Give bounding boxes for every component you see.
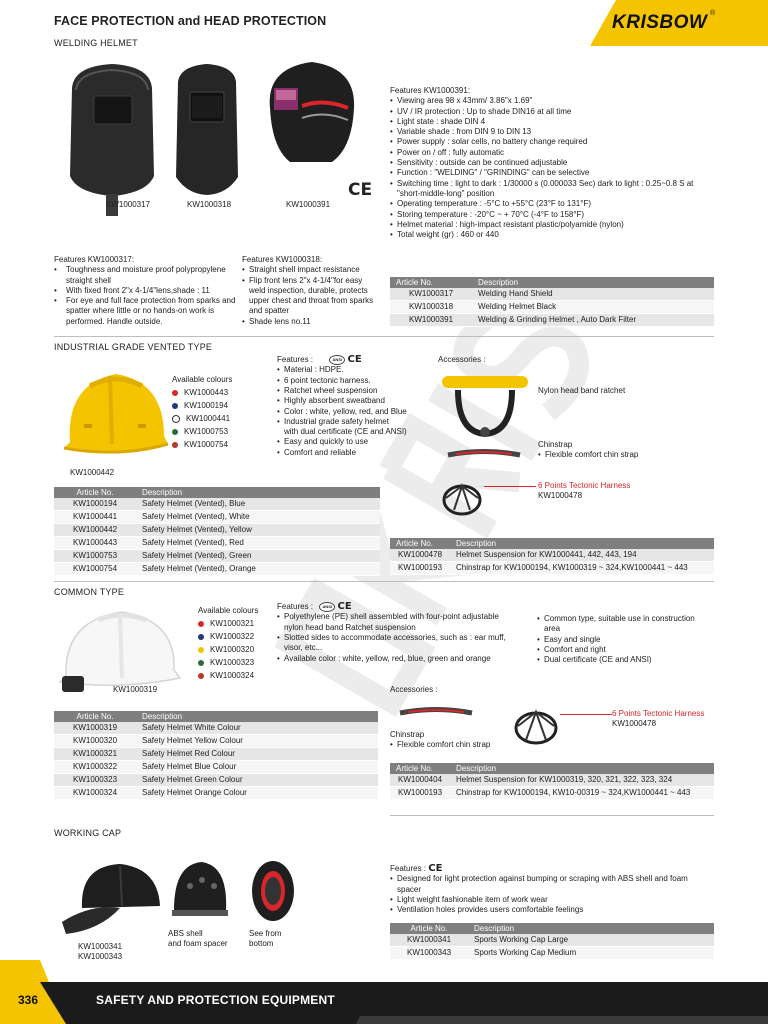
table-row [390, 787, 714, 800]
table-header: Article No. [390, 763, 450, 774]
table-row [390, 562, 714, 575]
feature-item: • Power on / off : fully automatic [390, 148, 730, 158]
table-cell: KW1000193 [390, 787, 450, 800]
feature-item: • Sensitivity : outside can be continued adjustable [390, 158, 730, 168]
harness-image [440, 480, 484, 518]
auto-dark-helmet-icon [262, 58, 360, 168]
section-common-type: COMMON TYPE [54, 587, 125, 597]
common-colours [198, 604, 258, 682]
table-cell: Welding Hand Shield [472, 288, 714, 301]
section-vented-type: INDUSTRIAL GRADE VENTED TYPE [54, 342, 213, 352]
section-working-cap: WORKING CAP [54, 828, 122, 838]
table-row [390, 549, 714, 562]
table-cell: KW1000194 [54, 498, 136, 511]
product-label-kw1000319: KW1000319 [113, 685, 158, 694]
abs-shell-caption [168, 929, 228, 949]
table-row [390, 947, 714, 960]
brand-registered-mark: ® [710, 10, 716, 17]
feature-item: • Available color : white, yellow, red, blue, green and orange [277, 654, 527, 664]
welding-helmet-black-icon [172, 62, 242, 197]
colour-swatch [198, 634, 204, 640]
table-cell: KW1000319 [54, 722, 136, 735]
feature-item: • Designed for light protection against bumping or scraping with ABS shell and foam [390, 874, 720, 884]
harness-icon [512, 706, 560, 746]
table-cell: KW1000323 [54, 774, 136, 787]
colour-swatch [172, 403, 178, 409]
cap-bottom-image [248, 856, 298, 926]
footer-shape [0, 960, 768, 1024]
common-features [277, 602, 527, 664]
table-row [54, 537, 380, 550]
chinstrap-icon [396, 704, 476, 722]
table-header: Description [136, 487, 380, 498]
table-cell: Safety Helmet (Vented), Green [136, 550, 380, 563]
feature-item: • UV / IR protection : Up to shade DIN16 at all time [390, 107, 730, 117]
table-cell: KW1000317 [390, 288, 472, 301]
common-accessory-table [390, 763, 714, 800]
table-cell: Safety Helmet White Colour [136, 722, 378, 735]
ce-mark: CE [347, 354, 362, 366]
table-cell: KW1000443 [54, 537, 136, 550]
harness-pointer-line [560, 714, 612, 715]
divider [390, 815, 714, 816]
auto-dark-helmet-image [262, 58, 360, 168]
table-header: Article No. [390, 538, 450, 549]
colour-item [172, 412, 232, 425]
brand-badge [590, 0, 768, 46]
feature-item: • Function : "WELDING" / "GRINDING" can be selective [390, 168, 730, 178]
table-header: Article No. [54, 711, 136, 722]
feature-item: • Straight shell impact resistance [242, 265, 380, 275]
features-label: Features : [277, 355, 314, 365]
table-cell: KW1000404 [390, 774, 450, 787]
table-header: Description [472, 277, 714, 288]
table-cell: Welding Helmet Black [472, 301, 714, 314]
colour-swatch [172, 390, 178, 396]
table-header: Description [468, 923, 714, 934]
feature-item: • Easy and quickly to use [277, 437, 427, 447]
caption-line: and foam spacer [168, 939, 228, 948]
feature-item: • Ratchet wheel suspension [277, 386, 427, 396]
product-label-kw1000442: KW1000442 [70, 468, 115, 477]
table-row [54, 735, 378, 748]
feature-item: • Easy and single [537, 635, 717, 645]
harness-title: 6 Points Tectonic Harness [612, 709, 705, 718]
harness-icon [440, 480, 484, 518]
table-cell: Safety Helmet (Vented), Orange [136, 563, 380, 576]
colour-code: KW1000754 [184, 440, 229, 449]
feature-item: • Viewing area 98 x 43mm/ 3.86"x 1.69" [390, 96, 730, 106]
table-cell: KW1000320 [54, 735, 136, 748]
features-header [390, 864, 720, 874]
chinstrap-desc: • Flexible comfort chin strap [390, 740, 490, 750]
colour-item [172, 425, 232, 438]
welding-label-391: KW1000391 [286, 200, 331, 209]
accessories-label: Accessories : [438, 355, 486, 364]
caption-line: bottom [249, 939, 274, 948]
ce-mark: CE [428, 863, 443, 874]
welding-helmet-black-image [172, 62, 242, 197]
cap-bottom-icon [248, 856, 298, 926]
ansi-badge: ANSI [319, 602, 335, 612]
features-kw1000391 [390, 86, 730, 240]
table-cell: KW1000322 [54, 761, 136, 774]
feature-item: • Industrial grade safety helmet [277, 417, 427, 427]
features-kw1000391-title: Features KW1000391: [390, 86, 471, 95]
table-cell: KW1000341 [390, 934, 468, 947]
table-row [54, 748, 378, 761]
caption-line: See from [249, 929, 282, 938]
chinstrap-title: Chinstrap [538, 440, 573, 449]
table-row [54, 761, 378, 774]
ce-mark: CE [348, 180, 373, 200]
feature-item: • Flip front lens 2"x 4-1/4"for easy weld inspection, durable, protects upper chest and throat from sparks and spatter [242, 276, 380, 317]
table-row [54, 722, 378, 735]
table-cell: Chinstrap for KW1000194, KW1000319 ~ 324,KW1000441 ~ 443 [450, 562, 714, 575]
feature-item: • Toughness and moisture proof polypropylene straight shell [54, 265, 236, 286]
table-header: Description [450, 538, 714, 549]
features-header [277, 602, 527, 612]
feature-item: • Storing temperature : -20°C ~ + 70°C (-4°F to 158°F) [390, 210, 730, 220]
colour-swatch [198, 647, 204, 653]
working-cap-icon [60, 856, 166, 938]
colour-code: KW1000320 [210, 645, 255, 654]
chinstrap-icon [444, 446, 524, 464]
colour-code: KW1000323 [210, 658, 255, 667]
chinstrap-label [538, 440, 638, 460]
table-cell: KW1000324 [54, 787, 136, 800]
feature-continuation: spacer [397, 884, 422, 894]
ce-mark: CE [337, 601, 352, 613]
page-number: 336 [18, 993, 39, 1007]
abs-shell-image [168, 856, 232, 926]
feature-continuation: area [544, 624, 561, 634]
features-label: Features : [390, 864, 427, 873]
table-row [54, 563, 380, 576]
table-cell: KW1000193 [390, 562, 450, 575]
table-cell: KW1000753 [54, 550, 136, 563]
colour-item [198, 656, 258, 669]
table-row [54, 524, 380, 537]
colour-item [172, 438, 232, 451]
table-cell: KW1000478 [390, 549, 450, 562]
table-cell: Safety Helmet Green Colour [136, 774, 378, 787]
colour-swatch [172, 429, 178, 435]
table-header: Article No. [390, 277, 472, 288]
colour-swatch [198, 660, 204, 666]
table-cell: Safety Helmet (Vented), Red [136, 537, 380, 550]
table-cell: KW1000321 [54, 748, 136, 761]
feature-item: • 6 point tectonic harness. [277, 376, 427, 386]
table-row [390, 774, 714, 787]
features-label: Features : [277, 602, 314, 612]
cap-labels [78, 942, 122, 962]
table-cell: Helmet Suspension for KW1000319, 320, 321, 322, 323, 324 [450, 774, 714, 787]
feature-item: • Light state : shade DIN 4 [390, 117, 730, 127]
table-cell: Helmet Suspension for KW1000441, 442, 443, 194 [450, 549, 714, 562]
feature-item: • Dual certificate (CE and ANSI) [537, 655, 717, 665]
feature-item: • With fixed front 2"x 4-1/4"lens,shade : 11 [54, 286, 236, 296]
cap-label: KW1000343 [78, 952, 123, 961]
feature-item: • Color : white, yellow, red, and Blue [277, 407, 427, 417]
table-row [54, 550, 380, 563]
accessories-label: Accessories : [390, 685, 438, 694]
table-row [54, 498, 380, 511]
nylon-head-band-label: Nylon head band ratchet [538, 386, 626, 395]
features-kw1000318-title: Features KW1000318: [242, 255, 323, 264]
feature-continuation: visor, etc... [284, 643, 323, 653]
vented-accessory-table [390, 538, 714, 575]
abs-shell-icon [168, 856, 232, 926]
table-row [54, 511, 380, 524]
welding-table [390, 277, 714, 327]
features-header [277, 355, 427, 365]
nylon-head-band-image [438, 372, 532, 442]
colour-code: KW1000443 [184, 388, 229, 397]
table-cell: KW1000442 [54, 524, 136, 537]
table-cell: Safety Helmet (Vented), Blue [136, 498, 380, 511]
feature-item: • For eye and full face protection from sparks and spatter where little or no hands-on work is performed. Handle outside. [54, 296, 236, 327]
chinstrap-title: Chinstrap [390, 730, 425, 739]
harness-title: 6 Points Tectonic Harness [538, 481, 631, 490]
colours-label: Available colours [198, 606, 259, 615]
colour-code: KW1000324 [210, 671, 255, 680]
feature-item: • Helmet material : high-impact resistant plastic/polyamide (nylon) [390, 220, 730, 230]
common-table [54, 711, 378, 800]
feature-item: • Total weight (gr) : 460 or 440 [390, 230, 730, 240]
colour-code: KW1000194 [184, 401, 229, 410]
table-cell: KW1000318 [390, 301, 472, 314]
colour-swatch [198, 673, 204, 679]
colour-code: KW1000753 [184, 427, 229, 436]
features-kw1000317-title: Features KW1000317: [54, 255, 135, 264]
feature-continuation: "short-middle-long" position [397, 188, 495, 198]
head-band-ratchet-icon [438, 372, 532, 442]
feature-item: • Common type, suitable use in construction [537, 614, 717, 624]
vented-table [54, 487, 380, 576]
welding-label-318: KW1000318 [187, 200, 232, 209]
colour-swatch [198, 621, 204, 627]
table-cell: Safety Helmet Yellow Colour [136, 735, 378, 748]
harness-pointer-line [484, 486, 536, 487]
colour-swatch [172, 442, 178, 448]
feature-item: • Light weight fashionable item of work wear [390, 895, 720, 905]
colour-code: KW1000441 [186, 414, 231, 423]
table-cell: Safety Helmet (Vented), White [136, 511, 380, 524]
feature-item: • Highly absorbent sweatband [277, 396, 427, 406]
chinstrap-image [444, 446, 524, 464]
table-cell: KW1000441 [54, 511, 136, 524]
colour-code: KW1000321 [210, 619, 255, 628]
ansi-badge: ANSI [329, 355, 345, 365]
table-row [390, 301, 714, 314]
table-header: Description [450, 763, 714, 774]
table-cell: Sports Working Cap Medium [468, 947, 714, 960]
table-row [390, 314, 714, 327]
welding-hand-shield-image [62, 58, 162, 218]
brand-logo: KRISBOW [612, 12, 708, 33]
features-kw1000317 [54, 255, 236, 327]
feature-continuation: nylon head band Ratchet suspension [284, 622, 416, 632]
colour-item [198, 643, 258, 656]
table-row [390, 288, 714, 301]
footer-title: SAFETY AND PROTECTION EQUIPMENT [96, 993, 335, 1007]
table-row [390, 934, 714, 947]
chinstrap-label [390, 730, 490, 750]
table-cell: Safety Helmet (Vented), Yellow [136, 524, 380, 537]
feature-item: • Slotted sides to accommodate accessories, such as : ear muff, [277, 633, 527, 643]
feature-item: • Comfort and reliable [277, 448, 427, 458]
table-cell: Safety Helmet Red Colour [136, 748, 378, 761]
feature-item: • Power supply : solar cells, no battery change required [390, 137, 730, 147]
harness-label [538, 481, 630, 501]
table-header: Description [136, 711, 378, 722]
harness-label [612, 709, 704, 729]
features-kw1000318 [242, 255, 380, 327]
feature-item: • Material : HDPE. [277, 365, 427, 375]
table-cell: Sports Working Cap Large [468, 934, 714, 947]
colour-swatch [172, 415, 180, 423]
feature-item: • Variable shade : from DIN 9 to DIN 13 [390, 127, 730, 137]
welding-label-317: KW1000317 [106, 200, 151, 209]
harness-image [512, 706, 560, 746]
vented-colours [172, 373, 232, 451]
colour-item [198, 630, 258, 643]
colours-label: Available colours [172, 375, 233, 384]
common-features-right [537, 614, 717, 665]
footer [0, 960, 768, 1024]
vented-features [277, 355, 427, 458]
table-cell: Safety Helmet Blue Colour [136, 761, 378, 774]
caption-line: ABS shell [168, 929, 203, 938]
working-cap-image [60, 856, 166, 938]
colour-item [198, 617, 258, 630]
table-cell: Chinstrap for KW1000194, KW10-00319 ~ 324,KW1000441 ~ 443 [450, 787, 714, 800]
chinstrap-desc: • Flexible comfort chin strap [538, 450, 638, 460]
feature-item: • Shade lens no.11 [242, 317, 380, 327]
table-cell: KW1000343 [390, 947, 468, 960]
page-title: FACE PROTECTION and HEAD PROTECTION [54, 14, 327, 28]
table-cell: KW1000754 [54, 563, 136, 576]
harness-code: KW1000478 [538, 491, 583, 500]
feature-continuation: with dual certificate (CE and ANSI) [284, 427, 407, 437]
yellow-vented-helmet-icon [60, 364, 172, 464]
chinstrap-image [396, 704, 476, 722]
feature-item: • Ventilation holes provides users comfortable feelings [390, 905, 720, 915]
cap-features [390, 864, 720, 915]
cap-label: KW1000341 [78, 942, 123, 951]
feature-item: • Comfort and right [537, 645, 717, 655]
cap-table [390, 923, 714, 960]
divider [54, 336, 714, 337]
table-cell: Welding & Grinding Helmet , Auto Dark Filter [472, 314, 714, 327]
table-row [54, 787, 378, 800]
cap-bottom-caption [249, 929, 281, 949]
table-cell: KW1000391 [390, 314, 472, 327]
colour-code: KW1000322 [210, 632, 255, 641]
table-header: Article No. [390, 923, 468, 934]
table-header: Article No. [54, 487, 136, 498]
feature-item: • Operating temperature : -5°C to +55°C (23°F to 131°F) [390, 199, 730, 209]
divider [54, 581, 714, 582]
colour-item [172, 386, 232, 399]
feature-item: • Polyethylene (PE) shell assembled with four-point adjustable [277, 612, 527, 622]
harness-code: KW1000478 [612, 719, 657, 728]
colour-item [198, 669, 258, 682]
welding-hand-shield-icon [62, 58, 162, 218]
colour-item [172, 399, 232, 412]
feature-item: • Switching time : light to dark : 1/30000 s (0.000033 Sec) dark to light : 0.25~0.8 S at [390, 179, 730, 189]
table-cell: Safety Helmet Orange Colour [136, 787, 378, 800]
yellow-helmet-image [60, 364, 172, 464]
section-welding-helmet: WELDING HELMET [54, 38, 138, 48]
table-row [54, 774, 378, 787]
